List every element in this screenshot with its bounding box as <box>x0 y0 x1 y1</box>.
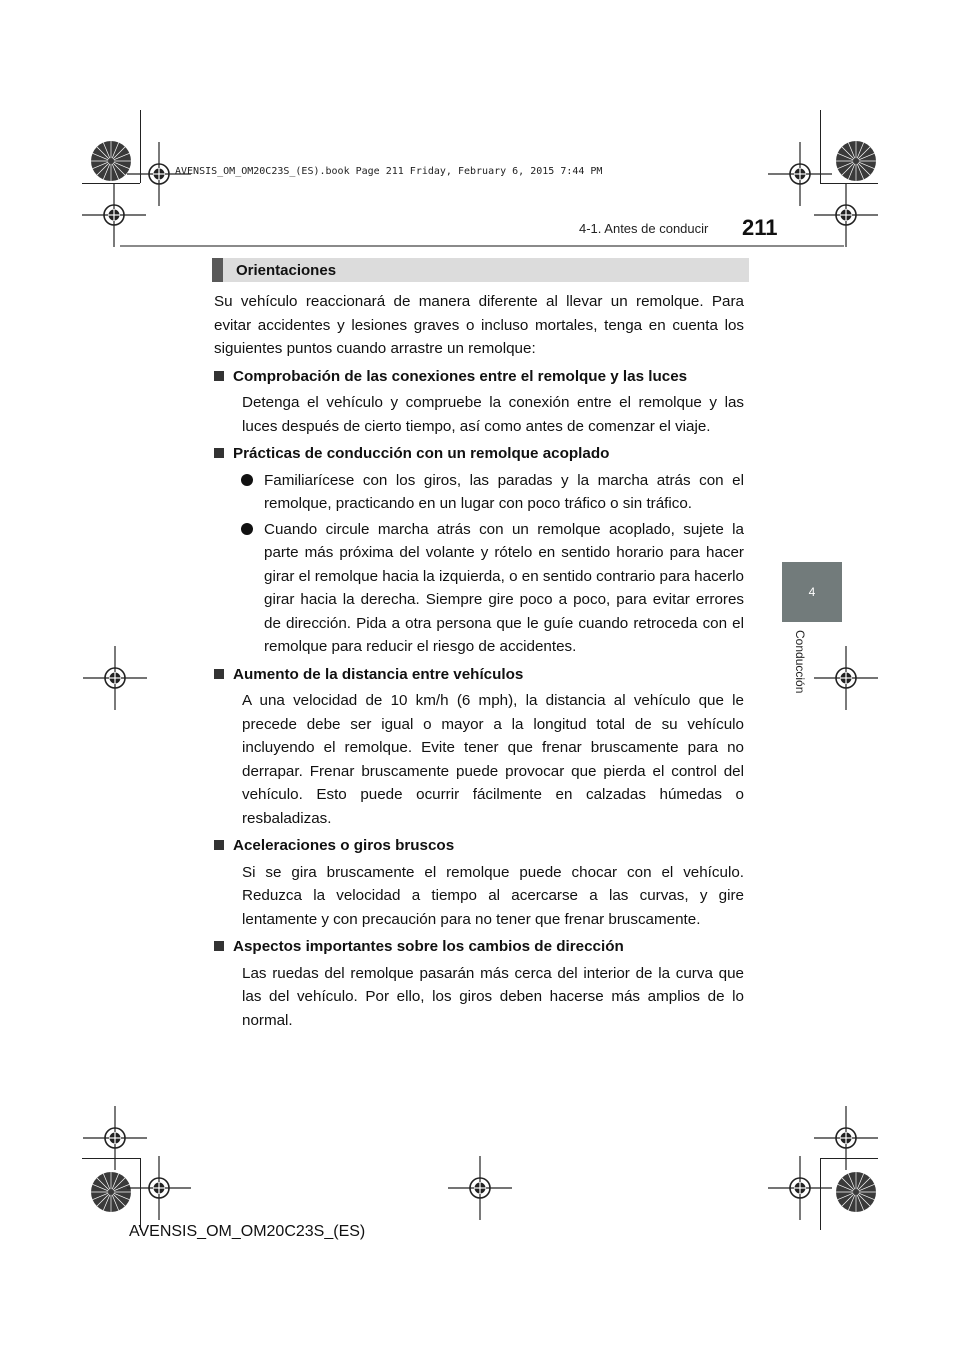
intro-paragraph: Su vehículo reaccionará de manera diferente al llevar un remolque. Para evitar accidentes y lesiones graves o incluso mortales, tenga en cuenta los siguientes puntos cuando arrastre un remolque: <box>214 293 744 357</box>
document-code: AVENSIS_OM_OM20C23S_(ES) <box>129 1223 366 1240</box>
subsection-title: Aspectos importantes sobre los cambios de dirección <box>214 935 744 959</box>
main-content <box>214 290 744 1036</box>
color-rosette-icon <box>90 140 132 182</box>
crosshair-icon <box>814 183 878 247</box>
chapter-label: Conducción <box>793 630 807 694</box>
chapter-number: 4 <box>808 585 816 599</box>
crosshair-icon <box>127 1156 191 1220</box>
trim-line <box>820 183 878 184</box>
round-bullet-icon <box>241 523 253 535</box>
list-item: Familiarícese con los giros, las paradas y la marcha atrás con el remolque, practicando en un lugar con poco tráfico o sin tráfico. <box>214 469 744 516</box>
header-rule <box>120 245 844 247</box>
page-number: 211 <box>742 215 778 240</box>
crosshair-icon <box>82 183 146 247</box>
square-bullet-icon <box>214 941 224 951</box>
color-rosette-icon <box>835 1171 877 1213</box>
book-stamp: AVENSIS_OM_OM20C23S_(ES).book Page 211 Friday, February 6, 2015 7:44 PM <box>175 166 603 177</box>
heading-marker <box>212 258 223 282</box>
square-bullet-icon <box>214 840 224 850</box>
crosshair-icon <box>768 1156 832 1220</box>
subsection-text: Las ruedas del remolque pasarán más cerca del interior de la curva que las del vehículo. Por ello, los giros deben hacerse más amplios de lo normal. <box>242 964 744 1029</box>
crosshair-icon <box>814 646 878 710</box>
trim-line <box>82 1158 140 1159</box>
round-bullet-icon <box>241 474 253 486</box>
list-item: Cuando circule marcha atrás con un remolque acoplado, sujete la parte más próxima del volante y rótelo en sentido horario para hacer girar el remolque hacia la izquierda, o en sentido contrario para hacerlo girar hacia la derecha. Siempre gire poco a poco, para evitar errores de dirección. Pida a otra persona que le guíe cuando retroceda con el remolque para reducir el riesgo de accidentes. <box>214 518 744 659</box>
crosshair-icon <box>83 646 147 710</box>
trim-line <box>820 1158 878 1159</box>
subsection-title: Comprobación de las conexiones entre el remolque y las luces <box>214 365 744 389</box>
section-heading <box>212 258 749 282</box>
crosshair-icon <box>448 1156 512 1220</box>
square-bullet-icon <box>214 448 224 458</box>
subsection-text: Si se gira bruscamente el remolque puede chocar con el vehículo. Reduzca la velocidad a tiempo al acercarse a las curvas, y gire lentamente y con precaución para no tener que frenar bruscamente. <box>242 863 744 928</box>
subsection-title: Prácticas de conducción con un remolque acoplado <box>214 442 744 466</box>
color-rosette-icon <box>90 1171 132 1213</box>
chapter-tab <box>782 562 842 622</box>
trim-line <box>820 110 821 183</box>
square-bullet-icon <box>214 669 224 679</box>
square-bullet-icon <box>214 371 224 381</box>
trim-line <box>140 1158 141 1230</box>
section-heading-text: Orientaciones <box>236 261 337 279</box>
subsection-text: A una velocidad de 10 km/h (6 mph), la distancia al vehículo que le precede debe ser igual o mayor a la longitud total de su vehículo incluyendo el remolque. Evite tener que frenar bruscamente para no derrapar. Frenar bruscamente puede provocar que pierda el control del vehículo. Esto puede ocurrir fácilmente en calzadas húmedas o resbaladizas. <box>242 692 744 827</box>
trim-line <box>82 183 140 184</box>
subsection-title: Aceleraciones o giros bruscos <box>214 834 744 858</box>
subsection-title: Aumento de la distancia entre vehículos <box>214 663 744 687</box>
running-section-title: 4-1. Antes de conducir <box>579 221 709 236</box>
trim-line <box>140 110 141 183</box>
subsection-text: Detenga el vehículo y compruebe la conexión entre el remolque y las luces después de cierto tiempo, así como antes de comenzar el viaje. <box>242 394 744 435</box>
trim-line <box>820 1158 821 1230</box>
color-rosette-icon <box>835 140 877 182</box>
